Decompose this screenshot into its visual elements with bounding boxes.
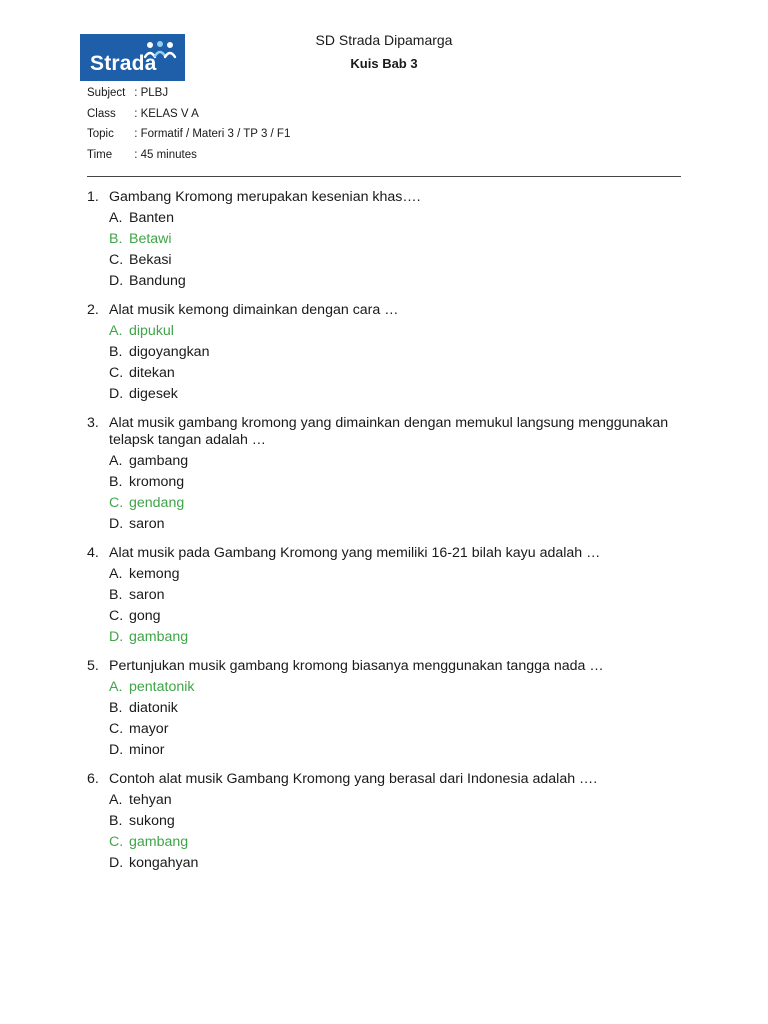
option-letter: D. xyxy=(109,629,124,645)
question-body: Gambang Kromong merupakan kesenian khas…. xyxy=(109,189,421,205)
option-b xyxy=(87,342,687,363)
option-b xyxy=(87,698,687,719)
option-letter: C. xyxy=(109,365,124,381)
question-body: Pertunjukan musik gambang kromong biasanya menggunakan tangga nada … xyxy=(109,658,604,674)
meta-label: Class xyxy=(87,107,116,120)
option-c xyxy=(87,606,687,627)
option-text: sukong xyxy=(129,813,175,829)
header-divider xyxy=(87,176,681,177)
option-letter: A. xyxy=(109,679,123,695)
option-text: mayor xyxy=(129,721,169,737)
option-text: Bekasi xyxy=(129,252,172,268)
option-letter: C. xyxy=(109,252,124,268)
option-b-correct xyxy=(87,229,687,250)
question-1 xyxy=(87,189,687,292)
option-text: gong xyxy=(129,608,161,624)
quiz-meta xyxy=(87,86,290,168)
option-c-correct xyxy=(87,493,687,514)
option-text: diatonik xyxy=(129,700,178,716)
option-letter: D. xyxy=(109,386,124,402)
option-text: tehyan xyxy=(129,792,172,808)
meta-label: Subject xyxy=(87,87,126,99)
option-d-correct xyxy=(87,627,687,648)
option-letter: B. xyxy=(109,474,123,490)
question-number: 1. xyxy=(87,189,99,205)
meta-row-time xyxy=(87,148,290,169)
question-body: Alat musik pada Gambang Kromong yang memiliki 16-21 bilah kayu adalah … xyxy=(109,545,601,561)
question-5 xyxy=(87,658,687,761)
option-c xyxy=(87,719,687,740)
option-text: ditekan xyxy=(129,365,175,381)
school-name: SD Strada Dipamarga xyxy=(315,32,453,48)
option-text: kemong xyxy=(129,566,180,582)
question-number: 2. xyxy=(87,302,99,318)
option-a-correct xyxy=(87,321,687,342)
meta-row-class xyxy=(87,107,290,128)
option-letter: C. xyxy=(109,608,124,624)
question-6 xyxy=(87,771,687,874)
option-b xyxy=(87,472,687,493)
option-a xyxy=(87,564,687,585)
option-letter: B. xyxy=(109,231,123,247)
option-letter: C. xyxy=(109,495,124,511)
question-number: 6. xyxy=(87,771,99,787)
question-text xyxy=(87,189,687,206)
option-letter: A. xyxy=(109,323,123,339)
option-letter: D. xyxy=(109,516,124,532)
question-body: Contoh alat musik Gambang Kromong yang berasal dari Indonesia adalah …. xyxy=(109,771,598,787)
option-letter: A. xyxy=(109,210,123,226)
question-3 xyxy=(87,415,687,535)
meta-value: : 45 minutes xyxy=(134,148,197,161)
option-letter: B. xyxy=(109,813,123,829)
question-4 xyxy=(87,545,687,648)
question-number: 3. xyxy=(87,415,99,431)
strada-logo xyxy=(80,34,185,81)
option-text: gendang xyxy=(129,495,185,511)
option-letter: A. xyxy=(109,792,123,808)
meta-label: Topic xyxy=(87,128,114,140)
meta-row-topic xyxy=(87,127,290,148)
option-text: gambang xyxy=(129,453,189,469)
option-d xyxy=(87,514,687,535)
option-c xyxy=(87,363,687,384)
option-letter: D. xyxy=(109,742,124,758)
question-2 xyxy=(87,302,687,405)
quiz-title: Kuis Bab 3 xyxy=(350,56,418,71)
option-d xyxy=(87,853,687,874)
meta-value: : Formatif / Materi 3 / TP 3 / F1 xyxy=(134,128,291,140)
option-d xyxy=(87,740,687,761)
option-a xyxy=(87,790,687,811)
option-letter: C. xyxy=(109,721,124,737)
option-text: saron xyxy=(129,516,165,532)
option-c xyxy=(87,250,687,271)
question-body: Alat musik gambang kromong yang dimainkan dengan memukul langsung menggunakan telapsk tangan adalah … xyxy=(109,415,669,448)
option-letter: B. xyxy=(109,700,123,716)
option-d xyxy=(87,271,687,292)
option-text: kongahyan xyxy=(129,855,199,871)
option-text: Banten xyxy=(129,210,174,226)
option-text: digoyangkan xyxy=(129,344,210,360)
question-number: 4. xyxy=(87,545,99,561)
option-letter: C. xyxy=(109,834,124,850)
option-letter: B. xyxy=(109,587,123,603)
option-text: digesek xyxy=(129,386,178,402)
option-text: kromong xyxy=(129,474,185,490)
question-text xyxy=(87,415,687,449)
option-text: pentatonik xyxy=(129,679,195,695)
logo-text: Strada xyxy=(90,52,157,75)
option-text: Bandung xyxy=(129,273,186,289)
option-text: Betawi xyxy=(129,231,172,247)
option-letter: D. xyxy=(109,855,124,871)
option-a xyxy=(87,451,687,472)
meta-row-subject xyxy=(87,86,290,107)
option-letter: B. xyxy=(109,344,123,360)
question-text xyxy=(87,302,687,319)
meta-value: : KELAS V A xyxy=(134,107,199,120)
option-a xyxy=(87,208,687,229)
option-letter: A. xyxy=(109,453,123,469)
question-text xyxy=(87,545,687,562)
option-text: saron xyxy=(129,587,165,603)
option-c-correct xyxy=(87,832,687,853)
question-list xyxy=(87,189,687,884)
option-b xyxy=(87,811,687,832)
question-number: 5. xyxy=(87,658,99,674)
meta-value: : PLBJ xyxy=(134,87,169,99)
question-text xyxy=(87,771,687,788)
option-letter: A. xyxy=(109,566,123,582)
option-text: dipukul xyxy=(129,323,174,339)
option-text: gambang xyxy=(129,834,189,850)
option-text: gambang xyxy=(129,629,189,645)
option-a-correct xyxy=(87,677,687,698)
question-body: Alat musik kemong dimainkan dengan cara … xyxy=(109,302,399,318)
meta-label: Time xyxy=(87,148,113,161)
option-text: minor xyxy=(129,742,165,758)
option-b xyxy=(87,585,687,606)
option-d xyxy=(87,384,687,405)
question-text xyxy=(87,658,687,675)
option-letter: D. xyxy=(109,273,124,289)
